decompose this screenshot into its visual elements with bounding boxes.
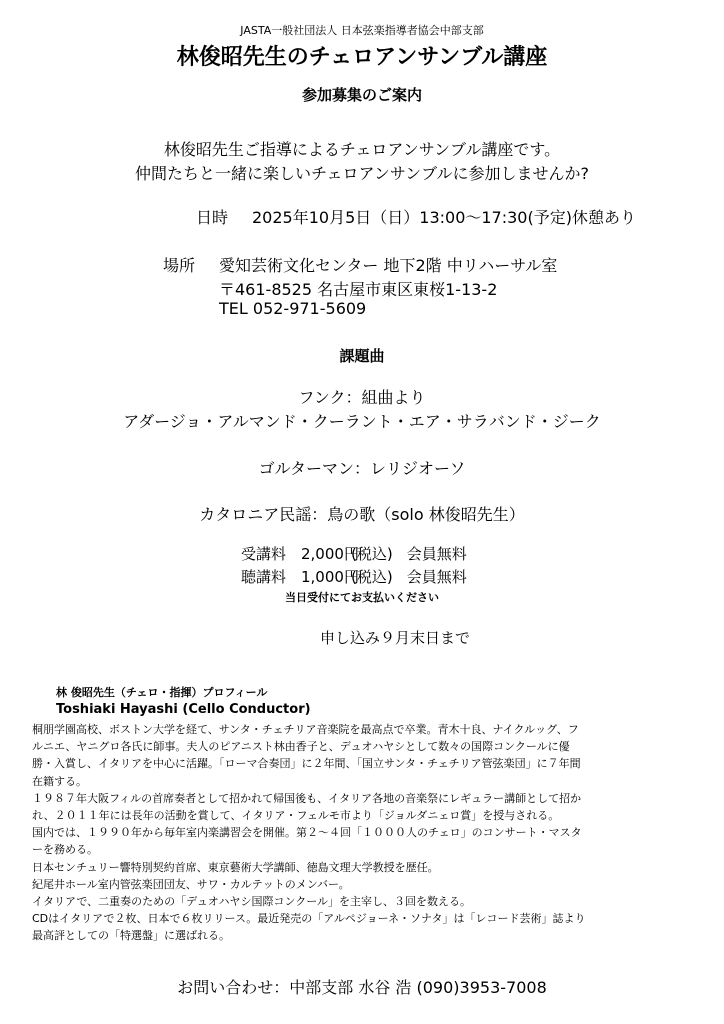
date-label: 日時 [196, 208, 229, 227]
fee-row [241, 543, 467, 564]
page-subtitle: 参加募集のご案内 [301, 86, 422, 104]
piece-movements: アダージョ・アルマンド・クーラント・エア・サラバンド・ジーク [123, 412, 601, 431]
pieces-heading: 課題曲 [339, 347, 385, 365]
fee-row [241, 566, 467, 587]
venue-row [163, 253, 557, 276]
date-row [196, 205, 636, 228]
payment-note: 当日受付にてお支払いください [285, 591, 439, 604]
piece-item: フンク：組曲より [298, 388, 426, 407]
intro-line: 林俊昭先生ご指導によるチェロアンサンブル講座です。 [163, 140, 561, 159]
bio-line: イタリアで、二重奏のための「デュオハヤシ国際コンクール」を主宰し、３回を数える。 [32, 894, 472, 908]
piece-item: ゴルターマン：レリジオーソ [258, 459, 466, 478]
fee-amount: 1,000円 [301, 568, 359, 586]
venue-address: 〒461-8525 名古屋市東区東桜1-13-2 [219, 280, 498, 299]
bio-line: 紀尾井ホール室内管弦楽団団友、サワ・カルテットのメンバー。 [32, 877, 350, 891]
bio-line: 最高評としての「特選盤」に選ばれる。 [32, 929, 230, 943]
bio-line: １９８７年大阪フィルの首席奏者として招かれて帰国後も、イタリア各地の音楽祭にレギュラー講師として招か [32, 791, 582, 805]
fee-label: 受講料 [241, 545, 287, 563]
deadline-notice: 申し込み９月末日まで [320, 629, 471, 647]
bio-line: れ、２０１１年には長年の活動を賞して、イタリア・フェルモ市より「ジョルダニェロ賞」を授与される。 [32, 808, 560, 822]
organization-name: JASTA一般社団法人 日本弦楽指導者協会中部支部 [240, 24, 484, 37]
fee-label: 聴講料 [241, 568, 287, 586]
contact-info: お問い合わせ：中部支部 水谷 浩 (090)3953-7008 [177, 978, 547, 997]
intro-line: 仲間たちと一緒に楽しいチェロアンサンブルに参加しませんか? [135, 164, 589, 183]
bio-line: ーを務める。 [32, 843, 98, 857]
bio-line: 在籍する。 [32, 774, 87, 788]
date-value: 2025年10月5日（日）13:00～17:30(予定)休憩あり [252, 208, 636, 227]
bio-line: 勝・入賞し、イタリアを中心に活躍。「ローマ合奏団」に２年間、「国立サンタ・チェチリア管弦楽団」に７年間 [32, 757, 581, 771]
fee-tax: (税込) [351, 568, 393, 586]
bio-line: 国内では、１９９０年から毎年室内楽講習会を開催。第２～４回「１０００人のチェロ」のコンサート・マスタ [32, 826, 582, 840]
fee-note: 会員無料 [406, 545, 467, 563]
venue-phone: TEL 052-971-5609 [219, 299, 367, 318]
venue-value: 愛知芸術文化センター 地下2階 中リハーサル室 [219, 256, 558, 275]
bio-line: CDはイタリアで２枚、日本で６枚リリース。最近発売の「アルペジョーネ・ソナタ」は「レコード芸術」誌より [32, 912, 586, 926]
fee-amount: 2,000円 [301, 545, 359, 563]
bio-line: 桐朋学園高校、ボストン大学を経て、サンタ・チェチリア音楽院を最高点で卒業。青木十良、ナイクルッグ、フ [32, 723, 579, 736]
piece-item: カタロニア民謡：鳥の歌（solo 林俊昭先生） [199, 505, 525, 524]
profile-biography [32, 721, 702, 944]
fee-note: 会員無料 [406, 568, 467, 586]
fee-tax: (税込) [351, 545, 393, 563]
page-title: 林俊昭先生のチェロアンサンブル講座 [176, 45, 548, 70]
profile-heading: 林 俊昭先生（チェロ・指揮）プロフィール [56, 686, 268, 699]
profile-name-english: Toshiaki Hayashi (Cello Conductor) [56, 702, 311, 717]
bio-line: 日本センチュリー響特別契約首席、東京藝術大学講師、徳島文理大学教授を歴任。 [32, 860, 439, 874]
venue-label: 場所 [163, 256, 196, 275]
bio-line: ルニエ、ヤニグロ各氏に師事。夫人のピアニスト林由香子と、デュオハヤシとして数々の国際コンクールに優 [32, 740, 570, 754]
